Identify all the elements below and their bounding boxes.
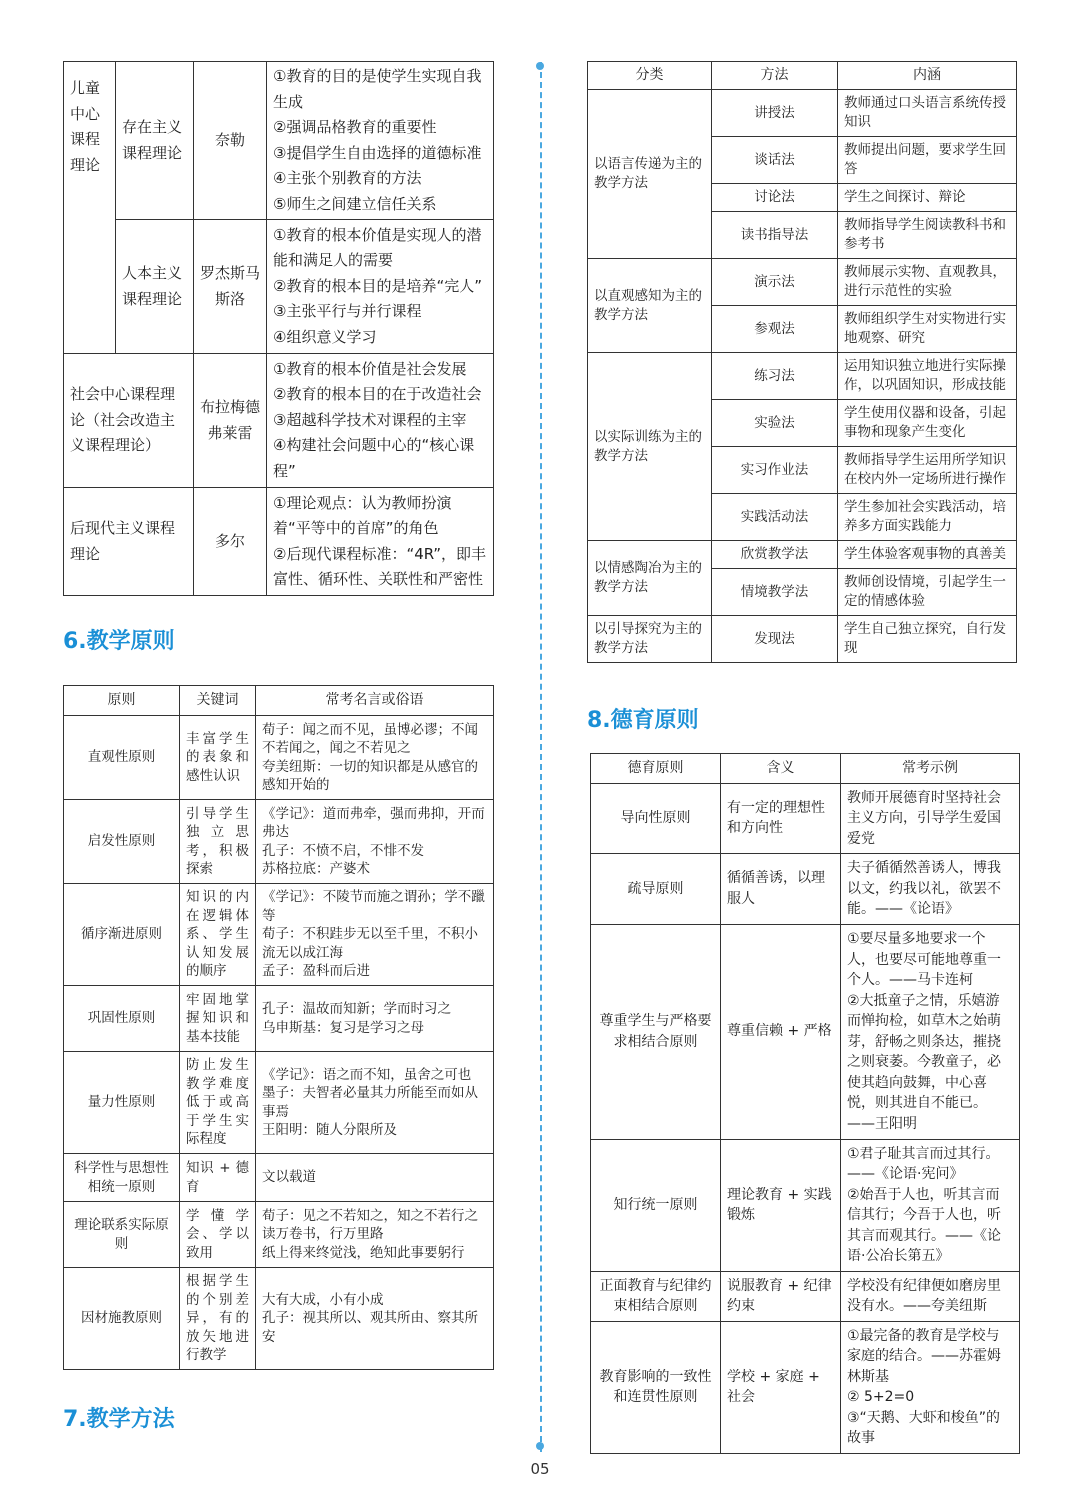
moral-education-table <box>590 753 1020 1454</box>
principle-keyword: 引导学生独立思考，积极探索 <box>180 800 256 884</box>
principle-keyword: 知识 + 德育 <box>180 1154 256 1202</box>
table-row <box>588 541 1017 569</box>
person-label: 罗杰斯马斯洛 <box>200 264 261 308</box>
point: ②强调品格教育的重要性 <box>273 118 437 136</box>
theory-cell <box>64 488 194 596</box>
point: ④组织意义学习 <box>273 327 377 346</box>
table-row <box>588 90 1017 137</box>
example: ③“天鹅、大虾和梭鱼”的故事 <box>847 1409 1001 1446</box>
method-category: 以引导探究为主的教学方法 <box>588 616 712 663</box>
principle-keyword: 丰富学生的表象和感性认识 <box>180 716 256 800</box>
point: ②后现代课程标准：“4R”，即丰富性、循环性、关联性和严密性 <box>273 544 486 588</box>
quote: 夸美纽斯：一切的知识都是从感官的感知开始的 <box>262 758 478 793</box>
table-row <box>64 62 494 220</box>
theory-cell <box>64 354 194 488</box>
method-name: 欣赏教学法 <box>712 541 838 569</box>
method-desc: 教师提出问题，要求学生回答 <box>838 137 1017 184</box>
column-header: 含义 <box>721 754 841 784</box>
person-label: 布拉梅德弗莱雷 <box>200 398 261 442</box>
table-header <box>591 754 1020 784</box>
example: ②大抵童子之情，乐嬉游而惮拘检，如草木之始萌芽，舒畅之则条达，摧挠之则衰萎。今教童子，必使其趋向鼓舞，中心喜悦，则其进自不能已。——王阳明 <box>847 992 1001 1132</box>
theory-label: 存在主义课程理论 <box>122 118 183 162</box>
theory-label: 社会中心课程理论（社会改造主义课程理论） <box>70 385 176 455</box>
quote: 荀子：见之不若知之，知之不若行之 <box>262 1207 478 1224</box>
theory-label: 后现代主义课程理论 <box>70 519 176 563</box>
quote: 孔子：视其所以、观其所由、察其所安 <box>262 1310 478 1345</box>
point: ⑤师生之间建立信任关系 <box>273 194 437 213</box>
quote: 王阳明：随人分限所及 <box>262 1122 397 1138</box>
table-row <box>64 884 494 986</box>
points-cell <box>267 220 494 354</box>
person-label: 奈勒 <box>214 130 245 149</box>
principle-name: 量力性原则 <box>64 1052 180 1154</box>
method-name: 演示法 <box>712 259 838 306</box>
column-header: 常考名言或俗语 <box>256 686 494 716</box>
method-category: 以直观感知为主的教学方法 <box>588 259 712 353</box>
table-row <box>64 1154 494 1202</box>
example: ①最完备的教育是学校与家庭的结合。——苏霍姆林斯基 <box>847 1327 1001 1385</box>
method-name: 发现法 <box>712 616 838 663</box>
table-row <box>64 986 494 1052</box>
principle-name: 因材施教原则 <box>64 1268 180 1370</box>
principle-quotes <box>256 884 494 986</box>
method-name: 实习作业法 <box>712 447 838 494</box>
principle-quotes <box>256 800 494 884</box>
moral-principle-examples <box>841 1321 1020 1453</box>
principle-name: 直观性原则 <box>64 716 180 800</box>
column-header: 德育原则 <box>591 754 721 784</box>
principle-quotes <box>256 1268 494 1370</box>
moral-principle-name: 尊重学生与严格要求相结合原则 <box>591 924 721 1139</box>
table-row <box>64 354 494 488</box>
principle-quotes <box>256 1154 494 1202</box>
table-row <box>588 259 1017 306</box>
method-category: 以情感陶冶为主的教学方法 <box>588 541 712 616</box>
method-desc: 学生体验客观事物的真善美 <box>838 541 1017 569</box>
moral-principle-examples <box>841 1271 1020 1321</box>
person-cell <box>194 354 267 488</box>
points-cell <box>267 488 494 596</box>
principle-name: 科学性与思想性相统一原则 <box>64 1154 180 1202</box>
example: ②始吾于人也，听其言而信其行；今吾于人也，听其言而观其行。——《论语·公冶长第五》 <box>847 1186 1001 1264</box>
example: 学校没有纪律便如磨房里没有水。——夸美纽斯 <box>847 1277 1001 1314</box>
example: 教师开展德育时坚持社会主义方向，引导学生爱国爱党 <box>847 789 1001 847</box>
example: ①君子耻其言而过其行。——《论语·宪问》 <box>847 1145 1000 1182</box>
method-desc: 学生自己独立探究，自行发现 <box>838 616 1017 663</box>
moral-principle-name: 知行统一原则 <box>591 1139 721 1271</box>
quote: 纸上得来终觉浅，绝知此事要躬行 <box>262 1244 465 1261</box>
quote: 《学记》：不陵节而施之谓孙；学不躐等 <box>262 889 485 924</box>
person-cell <box>194 488 267 596</box>
point: ①教育的根本价值是实现人的潜能和满足人的需要 <box>273 225 482 270</box>
table-row <box>591 924 1020 1139</box>
method-name: 讨论法 <box>712 184 838 212</box>
method-name: 谈话法 <box>712 137 838 184</box>
principle-quotes <box>256 1052 494 1154</box>
method-desc: 教师指导学生阅读教科书和参考书 <box>838 212 1017 259</box>
point: ①教育的目的是使学生实现自我生成 <box>273 67 482 111</box>
principle-name: 启发性原则 <box>64 800 180 884</box>
table-row <box>64 1268 494 1370</box>
column-header: 内涵 <box>838 62 1017 90</box>
table-row <box>64 1202 494 1268</box>
table-row <box>64 1052 494 1154</box>
principle-quotes <box>256 986 494 1052</box>
theory-label: 人本主义课程理论 <box>122 264 183 308</box>
point: ④构建社会问题中心的“核心课程” <box>273 436 475 480</box>
group-cell <box>64 62 116 354</box>
point: ①教育的根本价值是社会发展 <box>273 359 467 378</box>
example: ①要尽量多地要求一个人，也要尽可能地尊重一个人。——马卡连柯 <box>847 931 1001 988</box>
curriculum-theory-table <box>63 61 494 596</box>
person-cell <box>194 220 267 354</box>
point: ③主张平行与并行课程 <box>273 302 422 321</box>
column-header: 关键词 <box>180 686 256 716</box>
column-header: 常考示例 <box>841 754 1020 784</box>
principle-name: 理论联系实际原则 <box>64 1202 180 1268</box>
method-desc: 学生使用仪器和设备，引起事物和现象产生变化 <box>838 400 1017 447</box>
moral-principle-name: 疏导原则 <box>591 854 721 925</box>
teaching-principles-table <box>63 685 494 1370</box>
quote: 墨子：夫智者必量其力所能至而如从事焉 <box>262 1085 478 1120</box>
moral-principle-examples <box>841 1139 1020 1271</box>
moral-principle-meaning: 尊重信赖 + 严格 <box>721 924 841 1139</box>
principle-keyword: 知识的内在逻辑体系、学生认知发展的顺序 <box>180 884 256 986</box>
table-row <box>588 353 1017 400</box>
moral-principle-examples <box>841 854 1020 925</box>
point: ④主张个别教育的方法 <box>273 169 422 187</box>
section-7-heading: 7.教学方法 <box>63 1407 175 1432</box>
principle-quotes <box>256 716 494 800</box>
point: ②教育的根本目的是培养“完人” <box>273 276 482 295</box>
quote: 大有大成，小有小成 <box>262 1291 384 1308</box>
points-cell <box>267 62 494 220</box>
method-category: 以实际训练为主的教学方法 <box>588 353 712 541</box>
person-cell <box>194 62 267 220</box>
table-row <box>591 783 1020 854</box>
divider-dot <box>536 1442 544 1450</box>
principle-name: 循序渐进原则 <box>64 884 180 986</box>
point: ②教育的根本目的在于改造社会 <box>273 385 482 404</box>
point: ③超越科学技术对课程的主宰 <box>273 410 467 429</box>
principle-keyword: 防止发生教学难度低于或高于学生实际程度 <box>180 1052 256 1154</box>
teaching-methods-table <box>587 61 1017 663</box>
table-row <box>64 220 494 354</box>
quote: 《学记》：道而弗牵，强而弗抑，开而弗达 <box>262 805 485 840</box>
method-name: 练习法 <box>712 353 838 400</box>
method-desc: 教师创设情境，引起学生一定的情感体验 <box>838 569 1017 616</box>
table-row <box>588 616 1017 663</box>
quote: 荀子：不积跬步无以至千里，不积小流无以成江海 <box>262 926 478 961</box>
method-name: 实验法 <box>712 400 838 447</box>
method-name: 情境教学法 <box>712 569 838 616</box>
method-category: 以语言传递为主的教学方法 <box>588 90 712 259</box>
point: ①理论观点：认为教师扮演着“平等中的首席”的角色 <box>273 493 452 537</box>
method-name: 读书指导法 <box>712 212 838 259</box>
points-cell <box>267 354 494 488</box>
section-8-heading: 8.德育原则 <box>587 708 699 733</box>
method-desc: 教师组织学生对实物进行实地观察、研究 <box>838 306 1017 353</box>
principle-quotes <box>256 1202 494 1268</box>
principle-name: 巩固性原则 <box>64 986 180 1052</box>
quote: 文以载道 <box>262 1169 316 1186</box>
example: ② 5+2=0 <box>847 1389 915 1405</box>
column-header: 原则 <box>64 686 180 716</box>
page-number: 05 <box>530 1460 550 1478</box>
section-6-heading: 6.教学原则 <box>63 629 175 654</box>
principle-keyword: 牢固地掌握知识和基本技能 <box>180 986 256 1052</box>
moral-principle-meaning: 理论教育 + 实践锻炼 <box>721 1139 841 1271</box>
column-header: 分类 <box>588 62 712 90</box>
column-header: 方法 <box>712 62 838 90</box>
moral-principle-meaning: 循循善诱，以理服人 <box>721 854 841 925</box>
theory-cell <box>116 220 194 354</box>
method-desc: 教师展示实物、直观教具，进行示范性的实验 <box>838 259 1017 306</box>
quote: 荀子：闻之而不见，虽博必谬；不闻不若闻之，闻之不若见之 <box>262 721 478 756</box>
theory-cell <box>116 62 194 220</box>
method-name: 实践活动法 <box>712 494 838 541</box>
quote: 读万卷书，行万里路 <box>262 1226 384 1243</box>
point: ③提倡学生自由选择的道德标准 <box>273 143 482 162</box>
quote: 苏格拉底：产婆术 <box>262 861 370 877</box>
table-header <box>64 686 494 716</box>
method-desc: 运用知识独立地进行实际操作，以巩固知识，形成技能 <box>838 353 1017 400</box>
moral-principle-examples <box>841 924 1020 1139</box>
table-row <box>64 800 494 884</box>
table-row <box>64 716 494 800</box>
column-divider <box>540 62 542 1452</box>
method-desc: 学生参加社会实践活动，培养多方面实践能力 <box>838 494 1017 541</box>
table-row <box>591 1139 1020 1271</box>
method-desc: 学生之间探讨、辩论 <box>838 184 1017 212</box>
person-label: 多尔 <box>214 531 245 550</box>
group-label: 儿童中心课程理论 <box>70 79 101 174</box>
moral-principle-meaning: 学校 + 家庭 + 社会 <box>721 1321 841 1453</box>
method-desc: 教师指导学生运用所学知识在校内外一定场所进行操作 <box>838 447 1017 494</box>
method-name: 参观法 <box>712 306 838 353</box>
table-row <box>591 1271 1020 1321</box>
method-name: 讲授法 <box>712 90 838 137</box>
moral-principle-name: 正面教育与纪律约束相结合原则 <box>591 1271 721 1321</box>
quote: 孟子：盈科而后进 <box>262 963 370 980</box>
example: 夫子循循然善诱人，博我以文，约我以礼，欲罢不能。——《论语》 <box>847 860 1001 917</box>
quote: 孔子：温故而知新；学而时习之 <box>262 1001 451 1017</box>
quote: 《学记》：语之而不知，虽舍之可也 <box>262 1066 472 1083</box>
table-row <box>591 1321 1020 1453</box>
quote: 孔子：不愤不启，不悱不发 <box>262 842 424 859</box>
moral-principle-examples <box>841 783 1020 854</box>
quote: 乌申斯基：复习是学习之母 <box>262 1019 424 1036</box>
principle-keyword: 学懂学会、学以致用 <box>180 1202 256 1268</box>
moral-principle-name: 导向性原则 <box>591 783 721 854</box>
principle-keyword: 根据学生的个别差异，有的放矢地进行教学 <box>180 1268 256 1370</box>
table-row <box>64 488 494 596</box>
table-header <box>588 62 1017 90</box>
method-desc: 教师通过口头语言系统传授知识 <box>838 90 1017 137</box>
moral-principle-meaning: 说服教育 + 纪律约束 <box>721 1271 841 1321</box>
table-row <box>591 854 1020 925</box>
moral-principle-name: 教育影响的一致性和连贯性原则 <box>591 1321 721 1453</box>
moral-principle-meaning: 有一定的理想性和方向性 <box>721 783 841 854</box>
